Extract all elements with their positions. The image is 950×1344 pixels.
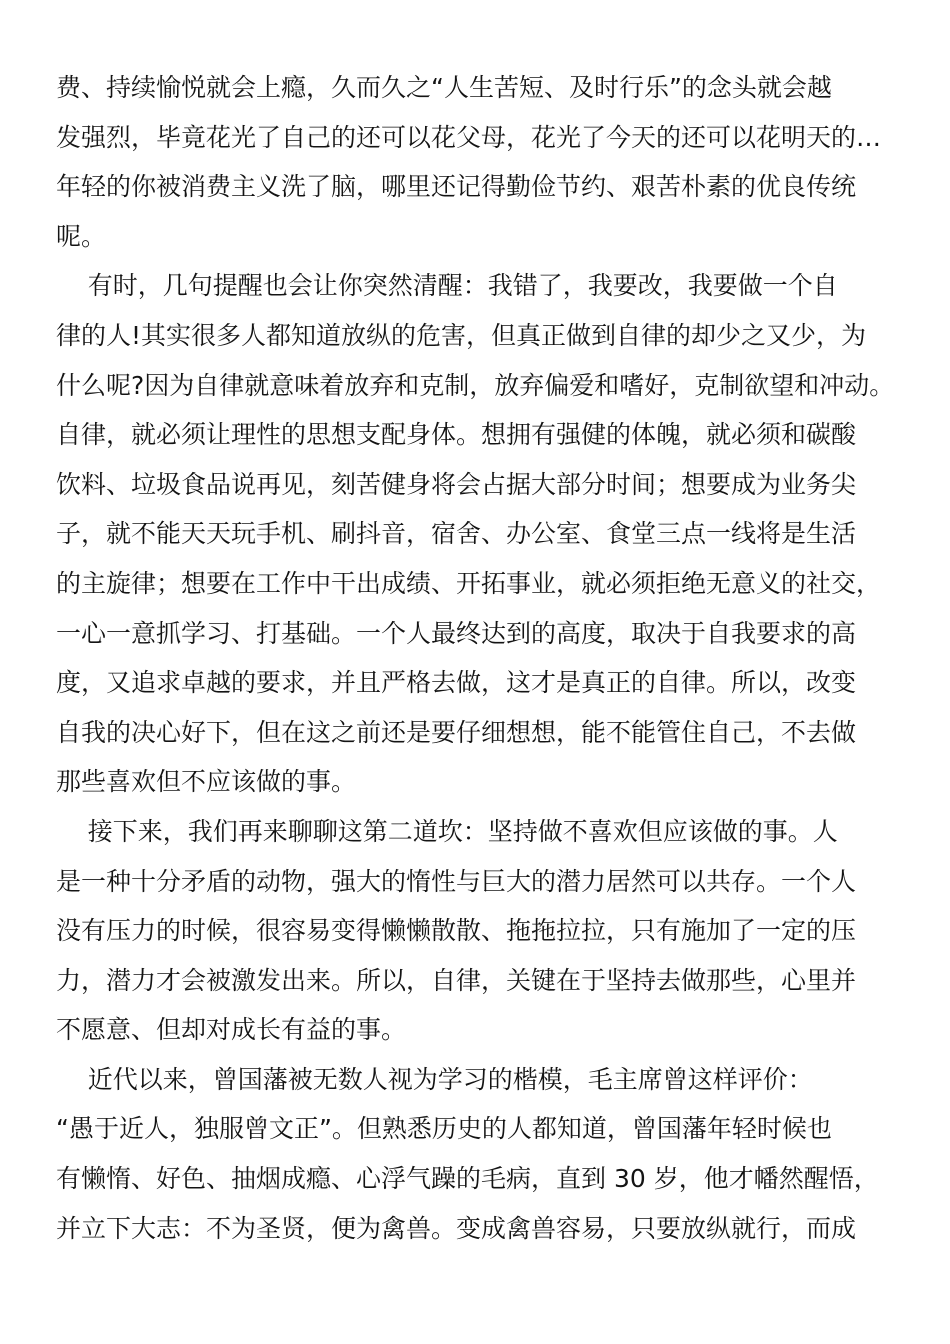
text-line: 有时，几句提醒也会让你突然清醒：我错了，我要改，我要做一个自 [56,271,838,301]
text-line: 没有压力的时候，很容易变得懒懒散散、拖拖拉拉，只有施加了一定的压 [56,916,857,946]
text-line: 力，潜力才会被激发出来。所以，自律，关键在于坚持去做那些，心里并 [56,965,857,995]
text-line: 并立下大志：不为圣贤，便为禽兽。变成禽兽容易，只要放纵就行，而成 [56,1213,857,1243]
text-line: 不愿意、但却对成长有益的事。 [56,1015,407,1045]
text-line: 接下来，我们再来聊聊这第二道坎：坚持做不喜欢但应该做的事。人 [56,816,838,846]
text-line: 子，就不能天天玩手机、刷抖音，宿舍、办公室、食堂三点一线将是生活 [56,519,857,549]
text-line: 一心一意抓学习、打基础。一个人最终达到的高度，取决于自我要求的高 [56,618,857,648]
text-line: 饮料、垃圾食品说再见，刻苦健身将会占据大部分时间；想要成为业务尖 [56,469,857,499]
text-line: 自我的决心好下，但在这之前还是要仔细想想，能不能管住自己，不去做 [56,717,857,747]
text-line: 律的人!其实很多人都知道放纵的危害，但真正做到自律的却少之又少，为 [56,320,867,350]
text-line: 自律，就必须让理性的思想支配身体。想拥有强健的体魄，就必须和碳酸 [56,420,857,450]
document-body [56,63,906,1253]
text-line: 有懒惰、好色、抽烟成瘾、心浮气躁的毛病，直到 30 岁，他才幡然醒悟， [56,1164,879,1194]
text-line: 呢。 [56,221,107,251]
text-line: 度，又追求卓越的要求，并且严格去做，这才是真正的自律。所以，改变 [56,668,857,698]
text-line: 费、持续愉悦就会上瘾，久而久之“人生苦短、及时行乐”的念头就会越 [56,73,832,102]
text-line: 什么呢?因为自律就意味着放弃和克制，放弃偏爱和嗜好，克制欲望和冲动。 [56,370,895,400]
text-line: 那些喜欢但不应该做的事。 [56,767,357,797]
text-line: 近代以来，曾国藩被无数人视为学习的楷模，毛主席曾这样评价： [56,1064,813,1094]
text-line: 年轻的你被消费主义洗了脑，哪里还记得勤俭节约、艰苦朴素的优良传统 [56,172,857,202]
text-line: 发强烈，毕竟花光了自己的还可以花父母，花光了今天的还可以花明天的… [56,122,882,152]
text-line: 的主旋律；想要在工作中干出成绩、开拓事业，就必须拒绝无意义的社交， [56,568,882,598]
text-line: “愚于近人，独服曾文正”。但熟悉历史的人都知道，曾国藩年轻时候也 [56,1114,832,1144]
text-line: 是一种十分矛盾的动物，强大的惰性与巨大的潜力居然可以共存。一个人 [56,866,857,896]
